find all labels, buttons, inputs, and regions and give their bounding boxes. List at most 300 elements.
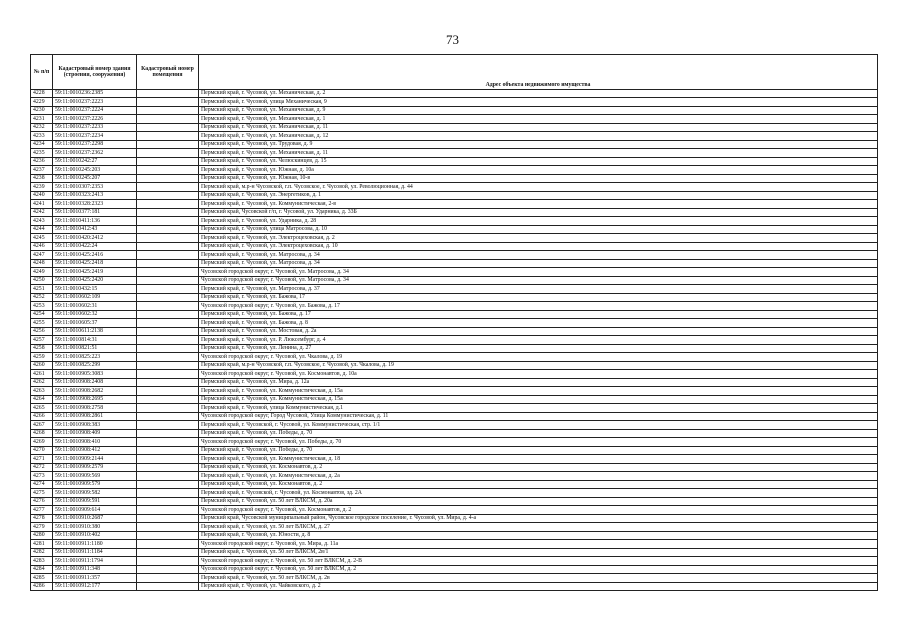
cell-cadastral-room: [137, 489, 199, 498]
cell-cadastral-building: 59:11:0010911:1794: [53, 557, 137, 566]
cell-number: 4262: [31, 378, 53, 387]
table-row: [31, 497, 878, 506]
cell-number: 4275: [31, 489, 53, 498]
cell-cadastral-building: 59:11:0010825:223: [53, 353, 137, 362]
header-num: № п/п: [31, 55, 53, 90]
cell-number: 4282: [31, 548, 53, 557]
cell-number: 4254: [31, 310, 53, 319]
cell-cadastral-room: [137, 557, 199, 566]
cell-number: 4278: [31, 514, 53, 523]
cell-address: Пермский край, г. Чусовой, ул. Чайковского, д. 2: [199, 582, 878, 591]
cell-cadastral-building: 59:11:0010912:177: [53, 582, 137, 591]
cell-cadastral-room: [137, 540, 199, 549]
cell-number: 4266: [31, 412, 53, 421]
table-row: [31, 208, 878, 217]
cell-cadastral-building: 59:11:0010909:2579: [53, 463, 137, 472]
cell-cadastral-room: [137, 497, 199, 506]
table-row: [31, 582, 878, 591]
table-row: [31, 574, 878, 583]
cell-cadastral-building: 59:11:0010236:2385: [53, 89, 137, 98]
cell-cadastral-room: [137, 217, 199, 226]
cell-cadastral-room: [137, 446, 199, 455]
cell-number: 4263: [31, 387, 53, 396]
cell-cadastral-room: [137, 429, 199, 438]
cell-number: 4283: [31, 557, 53, 566]
cell-cadastral-building: 59:11:0010909:569: [53, 472, 137, 481]
cell-number: 4231: [31, 115, 53, 124]
cell-number: 4232: [31, 123, 53, 132]
cell-address: Пермский край, Чусовской г/п, г. Чусовой, ул. Ударника, д. 33Б: [199, 208, 878, 217]
cell-address: Пермский край, г. Чусовой, ул. Победы, д. 70: [199, 446, 878, 455]
cell-cadastral-building: 59:11:0010245:203: [53, 166, 137, 175]
table-row: [31, 463, 878, 472]
cell-number: 4233: [31, 132, 53, 141]
cell-cadastral-room: [137, 531, 199, 540]
cell-cadastral-room: [137, 166, 199, 175]
page-number: 73: [446, 32, 459, 47]
cell-number: 4234: [31, 140, 53, 149]
cell-number: 4250: [31, 276, 53, 285]
cell-cadastral-room: [137, 208, 199, 217]
cell-number: 4270: [31, 446, 53, 455]
cell-cadastral-room: [137, 302, 199, 311]
cell-cadastral-room: [137, 370, 199, 379]
cell-cadastral-building: 59:11:0010420:2412: [53, 234, 137, 243]
cell-number: 4237: [31, 166, 53, 175]
cell-cadastral-building: 59:11:0010425:2416: [53, 251, 137, 260]
cell-number: 4271: [31, 455, 53, 464]
cell-cadastral-room: [137, 89, 199, 98]
cell-address: Пермский край, Чусовской муниципальный район, Чусовское городское поселение, г. Чусовой, ул. Мира, д. 4-а: [199, 514, 878, 523]
table-row: [31, 446, 878, 455]
table-row: [31, 98, 878, 107]
cell-number: 4264: [31, 395, 53, 404]
cell-cadastral-room: [137, 183, 199, 192]
cell-cadastral-room: [137, 319, 199, 328]
cell-address: Пермский край, г. Чусовой, ул. Коммунистическая, 2-в: [199, 200, 878, 209]
cell-cadastral-building: 59:11:0010908:409: [53, 429, 137, 438]
table-body: [31, 89, 878, 591]
table-row: [31, 327, 878, 336]
cell-address: Пермский край, г. Чусовой, ул. Механическая, д. 11: [199, 149, 878, 158]
cell-number: 4242: [31, 208, 53, 217]
cell-address: Пермский край, г. Чусовой, ул. Электроцеховская, д. 10: [199, 242, 878, 251]
cell-address: Чусовской городской округ, г. Чусовой, ул. 50 лет ВЛКСМ, д. 2: [199, 565, 878, 574]
cell-number: 4257: [31, 336, 53, 345]
table-row: [31, 387, 878, 396]
cell-address: Пермский край, г. Чусовой, ул. Трудовая, д. 9: [199, 140, 878, 149]
cell-cadastral-building: 59:11:0010908:2682: [53, 387, 137, 396]
table-row: [31, 565, 878, 574]
cell-number: 4229: [31, 98, 53, 107]
cell-address: Чусовской городской округ, г. Чусовой, ул. Космонавтов, д. 10а: [199, 370, 878, 379]
cell-cadastral-room: [137, 106, 199, 115]
cell-number: 4269: [31, 438, 53, 447]
cell-cadastral-building: 59:11:0010909:614: [53, 506, 137, 515]
cell-address: Пермский край, г. Чусовой, ул. 50 лет ВЛКСМ, д. 20а: [199, 497, 878, 506]
cell-cadastral-room: [137, 361, 199, 370]
cell-cadastral-building: 59:11:0010328:2323: [53, 200, 137, 209]
cell-cadastral-building: 59:11:0010245:207: [53, 174, 137, 183]
cell-number: 4244: [31, 225, 53, 234]
cell-number: 4236: [31, 157, 53, 166]
table-row: [31, 149, 878, 158]
cell-cadastral-building: 59:11:0010825:299: [53, 361, 137, 370]
table-row: [31, 183, 878, 192]
table-row: [31, 191, 878, 200]
table-row: [31, 429, 878, 438]
table-row: [31, 506, 878, 515]
table-row: [31, 310, 878, 319]
cell-cadastral-building: 59:11:0010611:2138: [53, 327, 137, 336]
table-row: [31, 455, 878, 464]
table-row: [31, 225, 878, 234]
cell-cadastral-room: [137, 438, 199, 447]
cell-address: Пермский край, г. Чусовой, ул. Челюскинцев, д. 15: [199, 157, 878, 166]
cell-cadastral-building: 59:11:0010377:181: [53, 208, 137, 217]
cell-number: 4276: [31, 497, 53, 506]
cell-address: Пермский край, г. Чусовой, ул. Космонавтов, д. 2: [199, 463, 878, 472]
cell-cadastral-building: 59:11:0010908:410: [53, 438, 137, 447]
table-row: [31, 106, 878, 115]
cell-cadastral-room: [137, 174, 199, 183]
cell-cadastral-room: [137, 395, 199, 404]
cell-number: 4284: [31, 565, 53, 574]
cell-number: 4241: [31, 200, 53, 209]
cell-number: 4248: [31, 259, 53, 268]
cell-cadastral-building: 59:11:0010237:2226: [53, 115, 137, 124]
table-row: [31, 276, 878, 285]
cell-cadastral-building: 59:11:0010911:1184: [53, 548, 137, 557]
cell-cadastral-room: [137, 344, 199, 353]
cell-address: Чусовской городской округ, г. Чусовой, ул. Победы, д. 70: [199, 438, 878, 447]
cell-cadastral-building: 59:11:0010821:51: [53, 344, 137, 353]
cell-address: Чусовской городской округ, г. Чусовой, ул. Матросова, д. 34: [199, 276, 878, 285]
cell-cadastral-room: [137, 140, 199, 149]
cell-address: Чусовской городской округ, г. Чусовой, ул. 50 лет ВЛКСМ, д. 2-В: [199, 557, 878, 566]
table-row: [31, 412, 878, 421]
cell-number: 4256: [31, 327, 53, 336]
cell-address: Пермский край, г. Чусовой, ул. Мира, д. 12а: [199, 378, 878, 387]
cell-cadastral-room: [137, 285, 199, 294]
cell-cadastral-room: [137, 123, 199, 132]
header-address-spacer: [199, 55, 878, 82]
cell-address: Пермский край, г. Чусовской, г. Чусовой, ул. Космонавтов, зд. 2А: [199, 489, 878, 498]
cell-cadastral-building: 59:11:0010908:383: [53, 421, 137, 430]
cell-cadastral-room: [137, 310, 199, 319]
cell-number: 4249: [31, 268, 53, 277]
table-row: [31, 319, 878, 328]
cell-number: 4272: [31, 463, 53, 472]
cell-cadastral-building: 59:11:0010237:2298: [53, 140, 137, 149]
cell-cadastral-building: 59:11:0010242:27: [53, 157, 137, 166]
cell-number: 4267: [31, 421, 53, 430]
cell-cadastral-building: 59:11:0010432:15: [53, 285, 137, 294]
table-row: [31, 489, 878, 498]
cell-cadastral-building: 59:11:0010905:3083: [53, 370, 137, 379]
cell-cadastral-building: 59:11:0010237:2362: [53, 149, 137, 158]
table-row: [31, 217, 878, 226]
cell-cadastral-building: 59:11:0010910:2687: [53, 514, 137, 523]
cell-number: 4280: [31, 531, 53, 540]
table-row: [31, 174, 878, 183]
cell-cadastral-room: [137, 276, 199, 285]
cell-cadastral-building: 59:11:0010425:2418: [53, 259, 137, 268]
table-row: [31, 514, 878, 523]
cell-number: 4259: [31, 353, 53, 362]
table-row: [31, 531, 878, 540]
table-row: [31, 123, 878, 132]
table-row: [31, 395, 878, 404]
table-row: [31, 361, 878, 370]
cell-cadastral-building: 59:11:0010602:32: [53, 310, 137, 319]
cell-number: 4228: [31, 89, 53, 98]
table-row: [31, 523, 878, 532]
cell-cadastral-room: [137, 259, 199, 268]
cell-cadastral-room: [137, 353, 199, 362]
cell-cadastral-room: [137, 514, 199, 523]
cell-number: 4265: [31, 404, 53, 413]
cell-address: Пермский край, г. Чусовой, ул. Коммунистическая, д. 15а: [199, 387, 878, 396]
cell-address: Пермский край, г. Чусовой, ул. Ленина, д. 27: [199, 344, 878, 353]
cell-address: Пермский край, м.р-н Чусовской, г.п. Чусовское, г. Чусовой, ул. Чкалова, д. 19: [199, 361, 878, 370]
cell-address: Пермский край, г. Чусовой, ул. Матросова, д. 37: [199, 285, 878, 294]
table-row: [31, 480, 878, 489]
cell-number: 4243: [31, 217, 53, 226]
cell-cadastral-building: 59:11:0010602:31: [53, 302, 137, 311]
cell-address: Пермский край, г. Чусовой, ул. Южная, д. 10а: [199, 166, 878, 175]
cell-number: 4268: [31, 429, 53, 438]
cell-number: 4240: [31, 191, 53, 200]
table-row: [31, 157, 878, 166]
cell-address: Пермский край, г. Чусовой, ул. Механическая, д. 1: [199, 115, 878, 124]
table-row: [31, 540, 878, 549]
cell-cadastral-room: [137, 378, 199, 387]
cell-address: Чусовской городской округ, г. Чусовой, ул. Мира, д. 11а: [199, 540, 878, 549]
cell-cadastral-room: [137, 387, 199, 396]
cell-cadastral-room: [137, 268, 199, 277]
cell-address: Пермский край, г. Чусовой, ул. Механическая, д. 9: [199, 106, 878, 115]
cell-address: Чусовской городской округ, г. Чусовой, ул. Матросова, д. 34: [199, 268, 878, 277]
cell-cadastral-room: [137, 234, 199, 243]
cell-address: Пермский край, г. Чусовой, ул. Космонавтов, д. 2: [199, 480, 878, 489]
cell-cadastral-building: 59:11:0010412:43: [53, 225, 137, 234]
cell-address: Пермский край, г. Чусовой, ул. Бажова, д. 17: [199, 310, 878, 319]
cell-number: 4261: [31, 370, 53, 379]
cell-address: Пермский край, г. Чусовой, ул. Энергетиков, д. 1: [199, 191, 878, 200]
cell-number: 4235: [31, 149, 53, 158]
cell-cadastral-building: 59:11:0010411:136: [53, 217, 137, 226]
cell-cadastral-room: [137, 565, 199, 574]
cell-address: Пермский край, г. Чусовой, улица Матросова, д. 10: [199, 225, 878, 234]
cell-address: Пермский край, г. Чусовской, г. Чусовой, ул. Коммунистическая, стр. 1/1: [199, 421, 878, 430]
cell-number: 4247: [31, 251, 53, 260]
table-row: [31, 268, 878, 277]
cell-cadastral-building: 59:11:0010909:579: [53, 480, 137, 489]
cell-cadastral-room: [137, 336, 199, 345]
cell-number: 4255: [31, 319, 53, 328]
cell-cadastral-room: [137, 98, 199, 107]
header-address: Адрес объекта недвижимого имущества: [199, 81, 878, 89]
cell-cadastral-room: [137, 404, 199, 413]
table-row: [31, 242, 878, 251]
cell-cadastral-building: 59:11:0010911:348: [53, 565, 137, 574]
cell-number: 4245: [31, 234, 53, 243]
cell-address: Пермский край, г. Чусовой, ул. Ударника, д. 28: [199, 217, 878, 226]
table-row: [31, 557, 878, 566]
cell-address: Пермский край, г. Чусовой, ул. Механическая, д. 12: [199, 132, 878, 141]
cell-address: Пермский край, г. Чусовой, ул. Матросова, д. 34: [199, 259, 878, 268]
cell-address: Пермский край, г. Чусовой, ул. 50 лет ВЛКСМ, д. 27: [199, 523, 878, 532]
table-row: [31, 438, 878, 447]
cell-cadastral-building: 59:11:0010237:2234: [53, 132, 137, 141]
cell-cadastral-building: 59:11:0010602:109: [53, 293, 137, 302]
cell-address: Пермский край, г. Чусовой, ул. Южная, 10-в: [199, 174, 878, 183]
cell-cadastral-building: 59:11:0010911:357: [53, 574, 137, 583]
table-row: [31, 89, 878, 98]
cell-cadastral-building: 59:11:0010909:582: [53, 489, 137, 498]
cell-address: Пермский край, г. Чусовой, ул. Коммунистическая, д. 15а: [199, 395, 878, 404]
table-row: [31, 378, 878, 387]
cell-cadastral-building: 59:11:0010425:2420: [53, 276, 137, 285]
cell-cadastral-building: 59:11:0010909:591: [53, 497, 137, 506]
cell-address: Пермский край, г. Чусовой, ул. Коммунистическая, д. 18: [199, 455, 878, 464]
cell-cadastral-room: [137, 157, 199, 166]
cell-number: 4260: [31, 361, 53, 370]
table-row: [31, 302, 878, 311]
cell-cadastral-room: [137, 480, 199, 489]
cell-cadastral-building: 59:11:0010814:31: [53, 336, 137, 345]
cell-number: 4251: [31, 285, 53, 294]
cell-cadastral-room: [137, 574, 199, 583]
cell-number: 4238: [31, 174, 53, 183]
cell-address: Пермский край, г. Чусовой, ул. Мостовая, д. 2а: [199, 327, 878, 336]
cell-number: 4279: [31, 523, 53, 532]
cell-number: 4230: [31, 106, 53, 115]
cell-cadastral-building: 59:11:0010910:380: [53, 523, 137, 532]
cell-cadastral-building: 59:11:0010237:2224: [53, 106, 137, 115]
cell-cadastral-room: [137, 200, 199, 209]
table-row: [31, 548, 878, 557]
cell-number: 4273: [31, 472, 53, 481]
cell-cadastral-building: 59:11:0010425:2419: [53, 268, 137, 277]
cell-address: Пермский край, г. Чусовой, ул. Юности, д. 8: [199, 531, 878, 540]
cell-cadastral-room: [137, 225, 199, 234]
header-cadastral-room: Кадастровый номер помещения: [137, 55, 199, 90]
cell-number: 4246: [31, 242, 53, 251]
table-row: [31, 472, 878, 481]
cell-cadastral-building: 59:11:0010422:24: [53, 242, 137, 251]
cell-cadastral-building: 59:11:0010908:2758: [53, 404, 137, 413]
cell-cadastral-room: [137, 132, 199, 141]
cell-cadastral-room: [137, 115, 199, 124]
cell-number: 4258: [31, 344, 53, 353]
cell-number: 4274: [31, 480, 53, 489]
cell-address: Пермский край, г. Чусовой, ул. 50 лет ВЛКСМ, 2в/1: [199, 548, 878, 557]
cell-address: Пермский край, г. Чусовой, ул. Победы, д. 70: [199, 429, 878, 438]
cell-cadastral-building: 59:11:0010909:2144: [53, 455, 137, 464]
cell-address: Пермский край, г. Чусовой, ул. Матросова, д. 34: [199, 251, 878, 260]
cell-number: 4285: [31, 574, 53, 583]
cell-cadastral-building: 59:11:0010910:402: [53, 531, 137, 540]
cell-number: 4239: [31, 183, 53, 192]
cell-address: Пермский край, г. Чусовой, ул. Бажова, 17: [199, 293, 878, 302]
cell-cadastral-room: [137, 472, 199, 481]
cell-address: Пермский край, г. Чусовой, ул. 50 лет ВЛКСМ, д. 2в: [199, 574, 878, 583]
cell-cadastral-room: [137, 293, 199, 302]
cell-cadastral-room: [137, 191, 199, 200]
cell-cadastral-building: 59:11:0010237:2233: [53, 123, 137, 132]
cell-cadastral-building: 59:11:0010908:2695: [53, 395, 137, 404]
cell-number: 4253: [31, 302, 53, 311]
header-cadastral-building: Кадастровый номер здания (строения, сооружения): [53, 55, 137, 90]
cell-address: Чусовской городской округ, г. Чусовой, ул. Чкалова, д. 19: [199, 353, 878, 362]
cell-cadastral-building: 59:11:0010908:412: [53, 446, 137, 455]
table-header-row: [31, 55, 878, 82]
cell-cadastral-room: [137, 463, 199, 472]
table-row: [31, 344, 878, 353]
cell-cadastral-room: [137, 149, 199, 158]
table-row: [31, 166, 878, 175]
table-row: [31, 421, 878, 430]
cell-address: Пермский край, г. Чусовой, ул. Электроцеховская, д. 2: [199, 234, 878, 243]
cell-address: Пермский край, м.р-н Чусовской, г.п. Чусовское, г. Чусовой, ул. Революционная, д. 44: [199, 183, 878, 192]
cell-cadastral-room: [137, 455, 199, 464]
table-row: [31, 404, 878, 413]
cell-cadastral-building: 59:11:0010908:2408: [53, 378, 137, 387]
cell-number: 4252: [31, 293, 53, 302]
table-row: [31, 140, 878, 149]
table-row: [31, 251, 878, 260]
cell-number: 4277: [31, 506, 53, 515]
cell-cadastral-room: [137, 548, 199, 557]
cell-cadastral-room: [137, 582, 199, 591]
cell-cadastral-room: [137, 242, 199, 251]
table-row: [31, 115, 878, 124]
cell-address: Пермский край, г. Чусовой, ул. Механическая, д. 2: [199, 89, 878, 98]
cell-cadastral-building: 59:11:0010908:2861: [53, 412, 137, 421]
cell-number: 4286: [31, 582, 53, 591]
table-row: [31, 259, 878, 268]
cell-cadastral-room: [137, 412, 199, 421]
cell-cadastral-room: [137, 327, 199, 336]
cell-cadastral-building: 59:11:0010605:37: [53, 319, 137, 328]
table-row: [31, 200, 878, 209]
cell-address: Пермский край, г. Чусовой, ул. Механическая, д. 11: [199, 123, 878, 132]
table-row: [31, 370, 878, 379]
cell-number: 4281: [31, 540, 53, 549]
table-row: [31, 353, 878, 362]
property-register-table: [30, 54, 878, 591]
cell-address: Пермский край, г. Чусовой, ул. Р. Люксембург, д. 4: [199, 336, 878, 345]
cell-address: Пермский край, г. Чусовой, улица Механическая, 9: [199, 98, 878, 107]
cell-cadastral-building: 59:11:0010323:2413: [53, 191, 137, 200]
cell-cadastral-building: 59:11:0010237:2223: [53, 98, 137, 107]
cell-cadastral-building: 59:11:0010307:2353: [53, 183, 137, 192]
table-row: [31, 234, 878, 243]
cell-cadastral-room: [137, 506, 199, 515]
cell-address: Чусовской городской округ, г. Чусовой, ул. Бажова, д. 17: [199, 302, 878, 311]
cell-address: Пермский край, г. Чусовой, улица Коммунистическая, д.1: [199, 404, 878, 413]
cell-address: Чусовской городской округ, Город Чусовой, Улица Коммунистическая, д. 11: [199, 412, 878, 421]
cell-address: Пермский край, г. Чусовой, ул. Коммунистическая, д. 2а: [199, 472, 878, 481]
table-row: [31, 285, 878, 294]
cell-cadastral-room: [137, 251, 199, 260]
table-row: [31, 132, 878, 141]
cell-cadastral-room: [137, 421, 199, 430]
cell-cadastral-room: [137, 523, 199, 532]
cell-address: Чусовской городской округ, г. Чусовой, ул. Космонавтов, д. 2: [199, 506, 878, 515]
